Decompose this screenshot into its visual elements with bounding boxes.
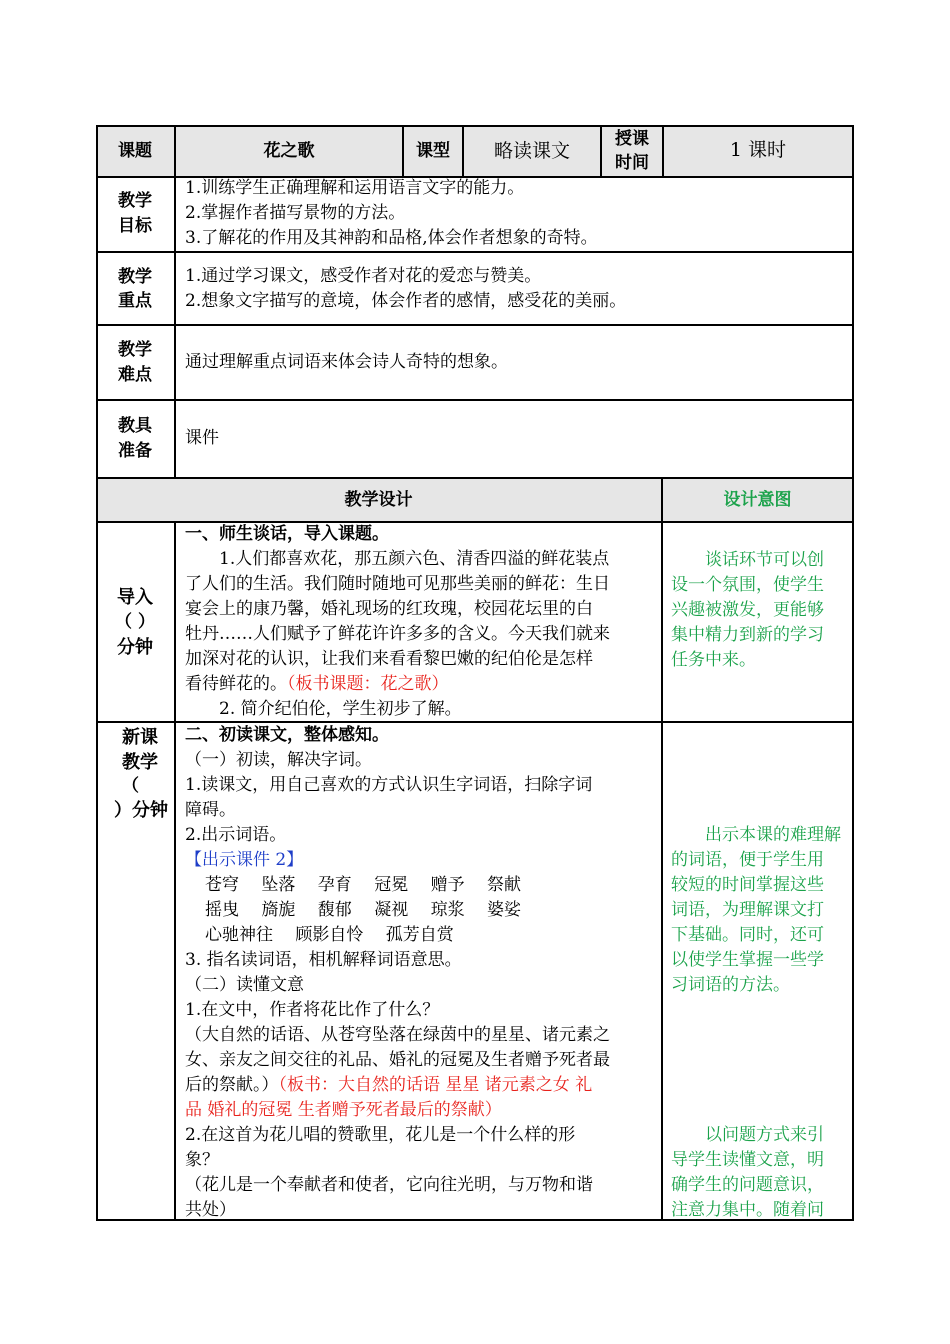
table-rule	[661, 478, 663, 1221]
intro-intent-line: 设一个氛围，使学生	[671, 575, 824, 595]
goals-label-line1: 教学	[118, 191, 152, 211]
newlesson-label-line3: （	[122, 776, 139, 796]
newlesson-intent-line: 的词语，便于学生用	[671, 850, 824, 870]
table-rule	[174, 522, 176, 1221]
keypoint-item: 1.通过学习课文，感受作者对花的爱恋与赞美。	[185, 266, 542, 286]
intro-label-line2: （ ）	[115, 612, 155, 632]
design-header-right: 设计意图	[723, 490, 792, 510]
answer-1-line: （大自然的话语、从苍穹坠落在绿茵中的星星、诸元素之	[185, 1025, 610, 1045]
topic-label: 课题	[118, 141, 152, 161]
newlesson-line: 障碍。	[185, 800, 236, 820]
newlesson-intent2-line: 注意力集中。随着问	[671, 1200, 824, 1220]
difficulty-label-line1: 教学	[118, 340, 152, 360]
table-rule	[96, 125, 854, 127]
intro-intent-line: 任务中来。	[671, 650, 756, 670]
newlesson-intent2-line: 导学生读懂文意，明	[671, 1150, 824, 1170]
newlesson-intent2-line: 以问题方式来引	[671, 1125, 824, 1145]
newlesson-label-line1: 新课	[122, 727, 158, 748]
keypoints-label-line1: 教学	[118, 267, 152, 287]
intro-last-line	[185, 672, 449, 697]
time-label-line2: 时间	[615, 153, 649, 173]
intro-last-line-text: 看待鲜花的。	[185, 674, 287, 694]
board-line: （板书：大自然的话语 星星 诸元素之女 礼	[278, 1075, 593, 1095]
table-rule	[852, 125, 854, 1221]
vocab-line: 摇曳 旖旎 馥郁 凝视 琼浆 婆娑	[205, 900, 522, 920]
newlesson-line: 1.读课文，用自己喜欢的方式认识生字词语，扫除字词	[185, 775, 593, 795]
table-rule	[96, 477, 854, 479]
question-2-line: 2.在这首为花儿唱的赞歌里，花儿是一个什么样的形	[185, 1125, 576, 1145]
lesson-plan-table	[96, 125, 854, 1221]
newlesson-intent-line: 出示本课的难理解	[671, 825, 841, 845]
question-1: 1.在文中，作者将花比作了什么？	[185, 1000, 440, 1020]
materials-label-line1: 教具	[118, 416, 152, 436]
materials-label-line2: 准备	[118, 441, 152, 461]
intro-line: 宴会上的康乃馨，婚礼现场的红玫瑰，校园花坛里的白	[185, 599, 593, 619]
courseware-tag: 【出示课件 2】	[185, 850, 304, 870]
intro-intent-line: 兴趣被激发，更能够	[671, 600, 824, 620]
topic-value: 花之歌	[263, 141, 315, 161]
intro-heading: 一、师生谈话，导入课题。	[185, 524, 389, 544]
newlesson-intent-line: 下基础。同时，还可	[671, 925, 824, 945]
intro-board-text: （板书课题：花之歌）	[287, 674, 449, 694]
difficulty-label-line2: 难点	[118, 365, 152, 385]
time-label-line1: 授课	[615, 129, 649, 149]
newlesson-intent2-line: 确学生的问题意识，	[671, 1175, 824, 1195]
newlesson-intent-line: 词语，为理解课文打	[671, 900, 824, 920]
goal-item: 1.训练学生正确理解和运用语言文字的能力。	[185, 178, 525, 198]
materials-text: 课件	[185, 428, 219, 448]
intro-intent-line: 谈话环节可以创	[671, 550, 824, 570]
answer-1-line: 女、亲友之间交往的礼品、婚礼的冠冕及生者赠予死者最	[185, 1050, 610, 1070]
answer-2-line: （花儿是一个奉献者和使者，它向往光明，与万物和谐	[185, 1175, 593, 1195]
intro-line: 牡丹……人们赋予了鲜花许许多多的含义。今天我们就来	[185, 624, 610, 644]
question-2-line: 象？	[185, 1150, 219, 1170]
keypoints-label-line2: 重点	[118, 291, 152, 311]
intro-line: 了人们的生活。我们随时随地可见那些美丽的鲜花：生日	[185, 574, 610, 594]
goals-label-line2: 目标	[118, 216, 152, 236]
intro-intent-line: 集中精力到新的学习	[671, 625, 824, 645]
time-value: 1 课时	[729, 139, 787, 161]
newlesson-sub2: （二）读懂文意	[185, 975, 304, 995]
keypoint-item: 2.想象文字描写的意境，体会作者的感情，感受花的美丽。	[185, 291, 627, 311]
newlesson-sub1: （一）初读，解决字词。	[185, 750, 372, 770]
newlesson-label-line2: 教学	[122, 752, 158, 773]
table-rule	[96, 399, 854, 401]
intro-label-line3: 分钟	[117, 637, 153, 658]
table-rule	[174, 125, 176, 478]
intro-label-line1: 导入	[117, 587, 153, 608]
newlesson-line: 3. 指名读词语，相机解释词语意思。	[185, 950, 462, 970]
answer-2-line: 共处）	[185, 1200, 236, 1220]
intro-line-2: 2. 简介纪伯伦，学生初步了解。	[185, 699, 462, 719]
newlesson-intent-line: 较短的时间掌握这些	[671, 875, 824, 895]
intro-line: 1.人们都喜欢花，那五颜六色、清香四溢的鲜花装点	[185, 549, 610, 569]
newlesson-intent-line: 以使学生掌握一些学	[671, 950, 824, 970]
difficulty-text: 通过理解重点词语来体会诗人奇特的想象。	[185, 352, 508, 372]
goal-item: 2.掌握作者描写景物的方法。	[185, 203, 406, 223]
goal-item: 3.了解花的作用及其神韵和品格,体会作者想象的奇特。	[185, 228, 598, 248]
table-rule	[96, 324, 854, 326]
newlesson-label-line4: ）分钟	[114, 800, 168, 821]
answer-1-last-line	[185, 1073, 592, 1098]
newlesson-heading: 二、初读课文，整体感知。	[185, 725, 389, 745]
design-header-left: 教学设计	[344, 490, 413, 510]
board-line: 品 婚礼的冠冕 生者赠予死者最后的祭献）	[185, 1100, 502, 1120]
vocab-line: 苍穹 坠落 孕育 冠冕 赠予 祭献	[205, 875, 522, 895]
newlesson-line: 2.出示词语。	[185, 825, 287, 845]
vocab-line: 心驰神往 顾影自怜 孤芳自赏	[205, 925, 454, 945]
type-value: 略读课文	[493, 140, 570, 162]
newlesson-intent-line: 习词语的方法。	[671, 975, 790, 995]
type-label: 课型	[416, 141, 450, 161]
intro-line: 加深对花的认识，让我们来看看黎巴嫩的纪伯伦是怎样	[185, 649, 593, 669]
table-rule	[96, 251, 854, 253]
answer-1-line: 后的祭献。）	[185, 1075, 279, 1095]
